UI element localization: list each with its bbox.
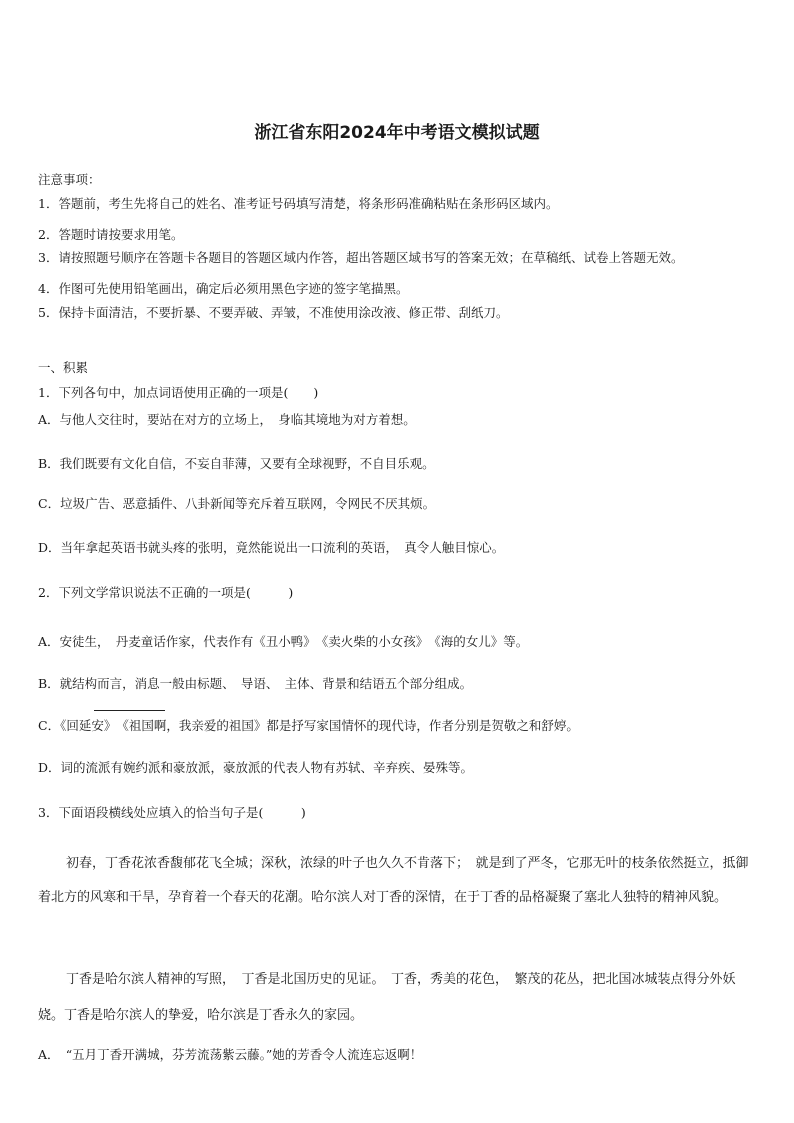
divider-line	[94, 710, 165, 711]
section-heading: 一、积累	[38, 360, 89, 375]
q2-stem: 2．下列文学常识说法不正确的一项是( )	[38, 585, 294, 600]
q1-stem: 1．下列各句中，加点词语使用正确的一项是( )	[38, 385, 319, 400]
q3-passage-1: 初春，丁香花浓香馥郁花飞全城；深秋，浓绿的叶子也久久不肯落下； 就是到了严冬，它那无叶的枝条依然挺立，抵御着北方的风寒和干旱，孕育着一个春天的花潮。哈尔滨人对丁香的深情，在于丁香的品格凝聚了塞北人独特的精神风貌。	[38, 856, 749, 905]
q2-option-a: A．安徒生， 丹麦童话作家，代表作有《丑小鸭》 《卖火柴的小女孩》 《海的女儿》等。	[38, 634, 529, 649]
q1-option-a: A．与他人交往时，要站在对方的立场上， 身临其境地为对方着想。	[38, 412, 416, 427]
q1-option-d: D．当年拿起英语书就头疼的张明，竟然能说出一口流利的英语， 真令人触目惊心。	[38, 540, 505, 555]
q3-stem: 3．下面语段横线处应填入的恰当句子是( )	[38, 805, 306, 820]
notice-heading: 注意事项：	[38, 172, 101, 187]
q2-option-c: C．《回延安》 《祖国啊，我亲爱的祖国》都是抒写家国情怀的现代诗，作者分别是贺敬之和舒婷。	[38, 718, 579, 733]
q3-passage-2: 丁香是哈尔滨人精神的写照， 丁香是北国历史的见证。 丁香，秀美的花色， 繁茂的花丛，把北国冰城装点得分外妖娆。丁香是哈尔滨人的挚爱，哈尔滨是丁香永久的家园。	[38, 972, 736, 1023]
q2-option-d: D．词的流派有婉约派和豪放派，豪放派的代表人物有苏轼、辛弃疾、晏殊等。	[38, 760, 474, 775]
notice-item-1: 1．答题前，考生先将自己的姓名、准考证号码填写清楚，将条形码准确粘贴在条形码区域内。	[38, 196, 559, 211]
document-title: 浙江省东阳2024年中考语文模拟试题	[254, 123, 540, 143]
notice-item-2: 2．答题时请按要求用笔。	[38, 227, 184, 242]
q1-option-b: B．我们既要有文化自信，不妄自菲薄，又要有全球视野，不自目乐观。	[38, 456, 435, 471]
notice-item-4: 4．作图可先使用铅笔画出，确定后必须用黑色字迹的签字笔描黑。	[38, 281, 409, 296]
notice-item-5: 5．保持卡面清洁，不要折暴、不要弄破、弄皱，不准使用涂改液、修正带、刮纸刀。	[38, 305, 509, 320]
q1-option-c: C．垃圾广告、恶意插件、八卦新闻等充斥着互联网，令网民不厌其烦。	[38, 496, 436, 511]
notice-item-3: 3．请按照题号顺序在答题卡各题目的答题区域内作答，超出答题区域书写的答案无效；在草稿纸、试卷上答题无效。	[38, 250, 684, 265]
q3-option-a: A． “五月丁香开满城，芬芳流荡紫云藤。”她的芳香令人流连忘返啊！	[38, 1047, 423, 1062]
q2-option-b: B．就结构而言，消息一般由标题、 导语、 主体、背景和结语五个部分组成。	[38, 676, 473, 691]
